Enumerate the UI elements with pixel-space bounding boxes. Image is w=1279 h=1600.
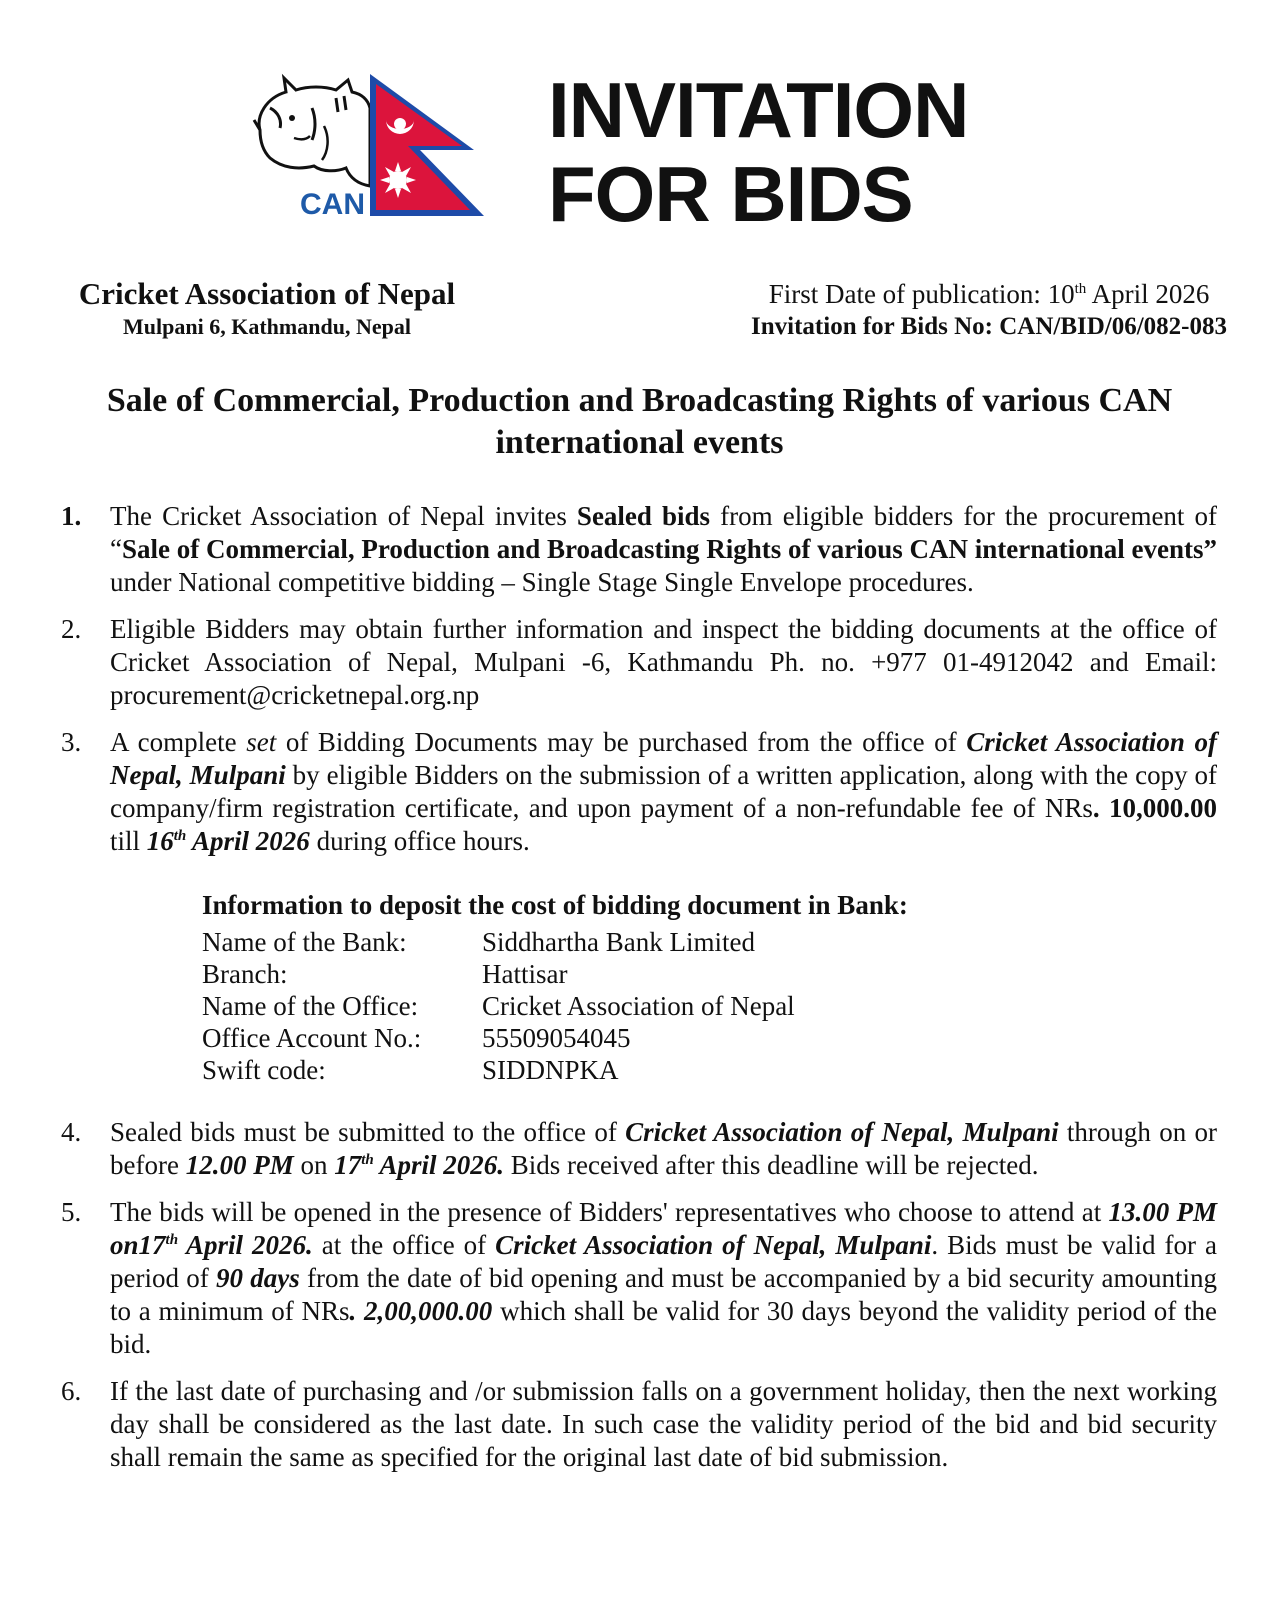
clause-4: 4. Sealed bids must be submitted to the office of Cricket Association of Nepal, Mulpani through on or before 12.00 PM on 17th April 2026. Bids received after this deadline will be rejected. (61, 1117, 1217, 1180)
org-address: Mulpani 6, Kathmandu, Nepal (123, 314, 411, 339)
clause-6: 6. If the last date of purchasing and /or submission falls on a government holiday, then the next working day shall be considered as the last date. In such case the validity period of the bid and bid security shall remain the same as specified for the original last date of bid submission. (61, 1376, 1217, 1472)
bank-row: Name of the Bank: Siddhartha Bank Limited (202, 927, 755, 957)
headline (548, 68, 968, 236)
bank-info (202, 888, 1217, 1086)
bank-row: Name of the Office: Cricket Association of Nepal (202, 991, 795, 1021)
logo-text: CAN (300, 188, 365, 221)
bank-row: Branch: Hattisar (202, 959, 568, 989)
clause-1: 1. The Cricket Association of Nepal invites Sealed bids from eligible bidders for the procurement of “Sale of Commercial, Production and Broadcasting Rights of various CAN international events” under National competitive bidding – Single Stage Single Envelope procedures. (61, 501, 1218, 597)
bid-number: Invitation for Bids No: CAN/BID/06/082-083 (751, 313, 1227, 340)
bank-row: Swift code: SIDDNPKA (202, 1055, 619, 1085)
rhino-flag-emblem-icon (252, 68, 492, 228)
bank-row: Office Account No.: 55509054045 (202, 1023, 631, 1053)
organization-block (57, 276, 477, 342)
clause-list (57, 500, 1217, 1488)
publication-date: First Date of publication: 10th April 2026 (768, 279, 1210, 309)
clause-5: 5. The bids will be opened in the presence of Bidders' representatives who choose to attend at 13.00 PM on17th April 2026. at the office of Cricket Association of Nepal, Mulpani. Bids must be valid for a period of 90 days from the date of bid opening and must be accompanied by a bid security amounting to a minimum of NRs. 2,00,000.00 which shall be valid for 30 days beyond the validity period of the bid. (61, 1197, 1218, 1359)
can-logo (252, 68, 492, 228)
headline-line-2: FOR BIDS (548, 150, 913, 238)
org-name: Cricket Association of Nepal (78, 276, 456, 311)
clause-2: 2. Eligible Bidders may obtain further information and inspect the bidding documents at the office of Cricket Association of Nepal, Mulpani -6, Kathmandu Ph. no. +977 01-4912042 and Email: procurement@cricketnepal.org.np (61, 614, 1217, 710)
publication-block (751, 276, 1227, 342)
headline-line-1: INVITATION (548, 66, 969, 154)
bank-info-heading: Information to deposit the cost of bidding document in Bank: (202, 890, 908, 920)
clause-3: 3. A complete set of Bidding Documents may be purchased from the office of Cricket Association of Nepal, Mulpani by eligible Bidders on the submission of a written application, along with the copy of company/firm registration certificate, and upon payment of a non-refundable fee of NRs. 10,000.00 till 16th April 2026 during office hours. (61, 727, 1217, 856)
document-title: Sale of Commercial, Production and Broadcasting Rights of various CAN international events (106, 382, 1173, 461)
